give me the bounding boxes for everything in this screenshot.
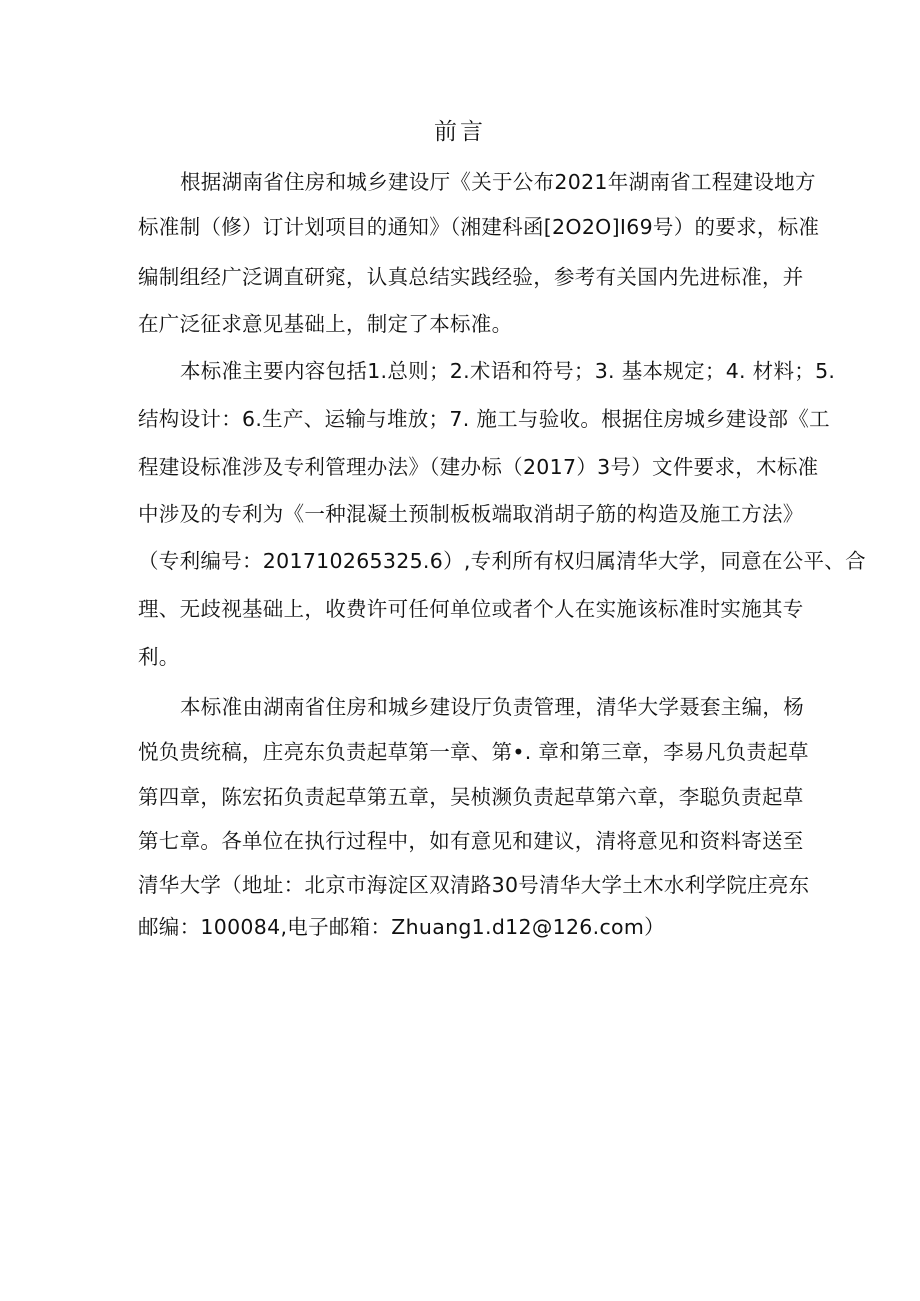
paragraph-2-line-5: （专利编号：201710265325.6）,专利所有权归属清华大学，同意在公平、合 <box>138 549 866 573</box>
paragraph-3-line-4: 第七章。各单位在执行过程中，如有意见和建议，清将意见和资料寄送至 <box>138 829 804 853</box>
paragraph-3-line-3: 第四章，陈宏拓负责起草第五章，吴桢濒负责起草第六章，李聪负责起草 <box>138 785 804 809</box>
paragraph-1-line-1: 根据湖南省住房和城乡建设厅《关于公布2021年湖南省工程建设地方 <box>180 170 816 194</box>
paragraph-2-line-2: 结构设计：6.生产、运输与堆放；7. 施工与验收。根据住房城乡建设部《工 <box>138 407 830 431</box>
paragraph-3-line-5: 清华大学（地址：北京市海淀区双清路30号清华大学土木水利学院庄亮东 <box>138 873 810 897</box>
paragraph-1-line-3: 编制组经广泛调直研窕，认真总结实践经验，参考有关国内先进标准，并 <box>138 265 804 289</box>
paragraph-2-line-3: 程建设标准涉及专利管理办法》（建办标（2017）3号）文件要求，木标准 <box>138 455 819 479</box>
paragraph-2-line-6: 理、无歧视基础上，收费许可任何单位或者个人在实施该标准时实施其专 <box>138 597 804 621</box>
paragraph-2-line-7: 利。 <box>138 645 180 669</box>
paragraph-2-line-1: 本标准主要内容包括1.总则；2.术语和符号；3. 基本规定；4. 材料；5. <box>180 359 836 383</box>
paragraph-3-line-2: 悦负贵统稿，庄亮东负责起草第一章、第•. 章和第三章，李易凡负责起草 <box>138 740 809 764</box>
paragraph-3-line-1: 本标准由湖南省住房和城乡建设厅负责管理，清华大学聂套主编，杨 <box>180 695 804 719</box>
paragraph-2-line-4: 中涉及的专利为《一种混凝土预制板板端取消胡子筋的构造及施工方法》 <box>138 502 804 526</box>
paragraph-3-line-6: 邮编：100084,电子邮箱：Zhuang1.d12@126.com） <box>138 915 665 939</box>
paragraph-1-line-2: 标准制（修）订计划项目的通知》（湘建科函[2O2O]I69号）的要求，标准 <box>138 215 820 239</box>
paragraph-1-line-4: 在广泛征求意见基础上，制定了本标准。 <box>138 312 513 336</box>
page-title: 前言 <box>434 119 486 145</box>
